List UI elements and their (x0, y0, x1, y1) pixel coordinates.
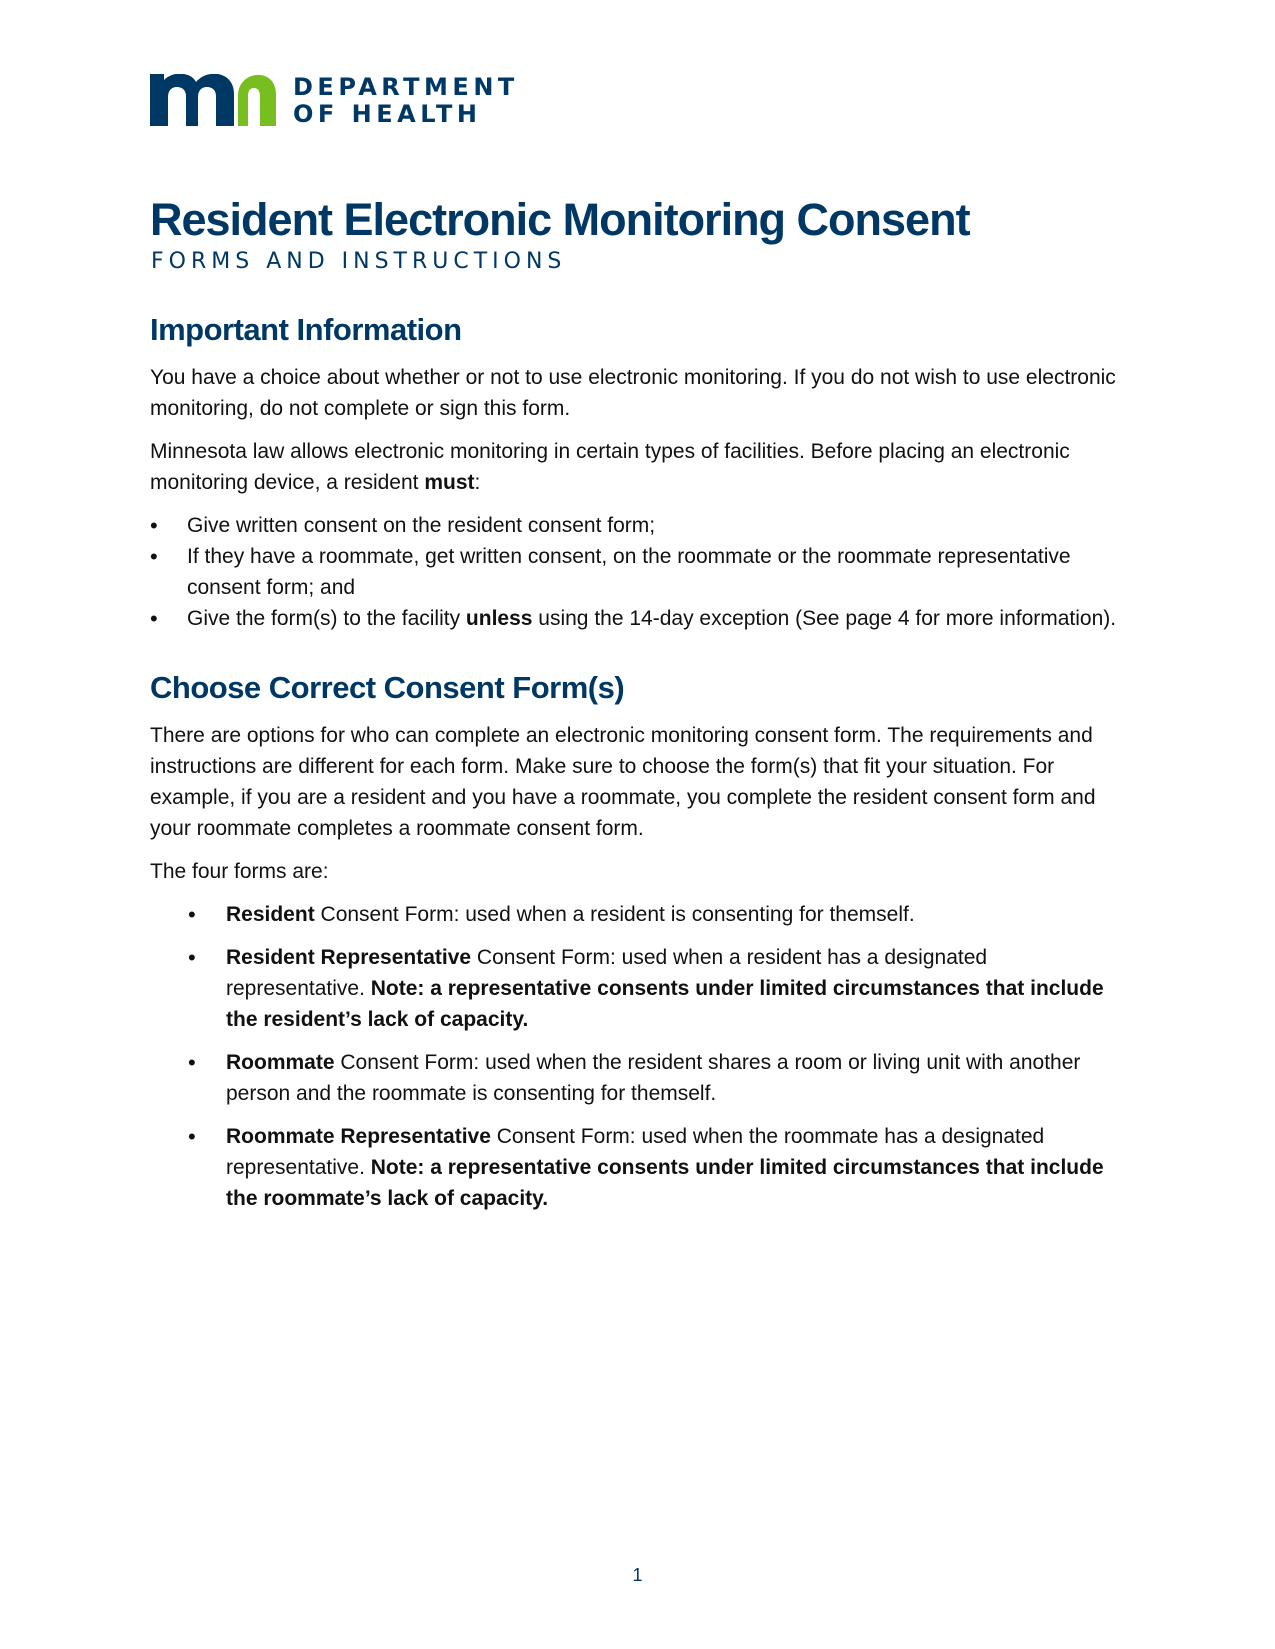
paragraph-four-forms: The four forms are: (150, 860, 329, 883)
page-title: Resident Electronic Monitoring Consent (150, 194, 970, 245)
logo-line-2: OF HEALTH (293, 100, 482, 128)
section-heading-important: Important Information (150, 312, 462, 347)
paragraph-options: There are options for who can complete an electronic monitoring consent form. The requirements and instructions are different for each form. Make sure to choose the form(s) that fit your situation. For example, if you are a resident and you have a roommate, you complete the resident consent form and your roommate completes a roommate consent form. (150, 724, 1096, 840)
form-note: Note: a representative consents under limited circumstances that include the resident’s lack of capacity. (226, 977, 1104, 1031)
logo-wordmark (293, 74, 519, 128)
list-item-text: If they have a roommate, get written consent, on the roommate or the roommate representative consent form; and (187, 545, 1071, 599)
law-text: Minnesota law allows electronic monitoring in certain types of facilities. Before placing an electronic monitoring device, a resident (150, 440, 1070, 494)
list-item (226, 942, 1125, 1035)
mn-logo-mark-icon (150, 74, 276, 126)
form-name: Resident (226, 903, 315, 926)
list-item (226, 1121, 1125, 1214)
form-note: Note: a representative consents under limited circumstances that include the roommate’s lack of capacity. (226, 1156, 1104, 1210)
form-description: Consent Form: used when the resident shares a room or living unit with another person and the roommate is consenting for themself. (226, 1051, 1081, 1105)
list-item-text: Give written consent on the resident consent form; (187, 514, 656, 537)
section-heading-choose: Choose Correct Consent Form(s) (150, 670, 625, 705)
form-name: Roommate (226, 1051, 335, 1074)
form-description: Consent Form: used when a resident has a designated representative. (226, 946, 988, 1000)
list-item (226, 899, 1125, 930)
list-item-text: using the 14-day exception (See page 4 for more information). (532, 607, 1117, 630)
requirements-list (150, 510, 1125, 634)
choose-forms-section (150, 668, 1125, 1214)
main-content (150, 310, 1125, 1226)
page-number: 1 (632, 1565, 643, 1585)
form-name: Resident Representative (226, 946, 472, 969)
paragraph-minnesota-law (150, 436, 1125, 498)
list-item (187, 603, 1125, 634)
law-colon: : (474, 471, 481, 494)
forms-list (150, 899, 1125, 1214)
form-description: Consent Form: used when the roommate has a designated representative. (226, 1125, 1045, 1179)
mdh-logo (150, 74, 530, 126)
list-item (226, 1047, 1125, 1109)
list-item (187, 541, 1125, 603)
form-name: Roommate Representative (226, 1125, 491, 1148)
list-item (187, 510, 1125, 541)
paragraph-choice: You have a choice about whether or not to use electronic monitoring. If you do not wish to use electronic monitoring, do not complete or sign this form. (150, 366, 1116, 420)
page-subtitle: FORMS AND INSTRUCTIONS (151, 249, 567, 274)
list-item-text: Give the form(s) to the facility (187, 607, 466, 630)
law-must: must (424, 471, 475, 494)
list-item-emphasis: unless (465, 607, 533, 630)
logo-line-1: DEPARTMENT (293, 73, 519, 101)
form-description: Consent Form: used when a resident is consenting for themself. (314, 903, 915, 926)
important-information-section (150, 310, 1125, 634)
